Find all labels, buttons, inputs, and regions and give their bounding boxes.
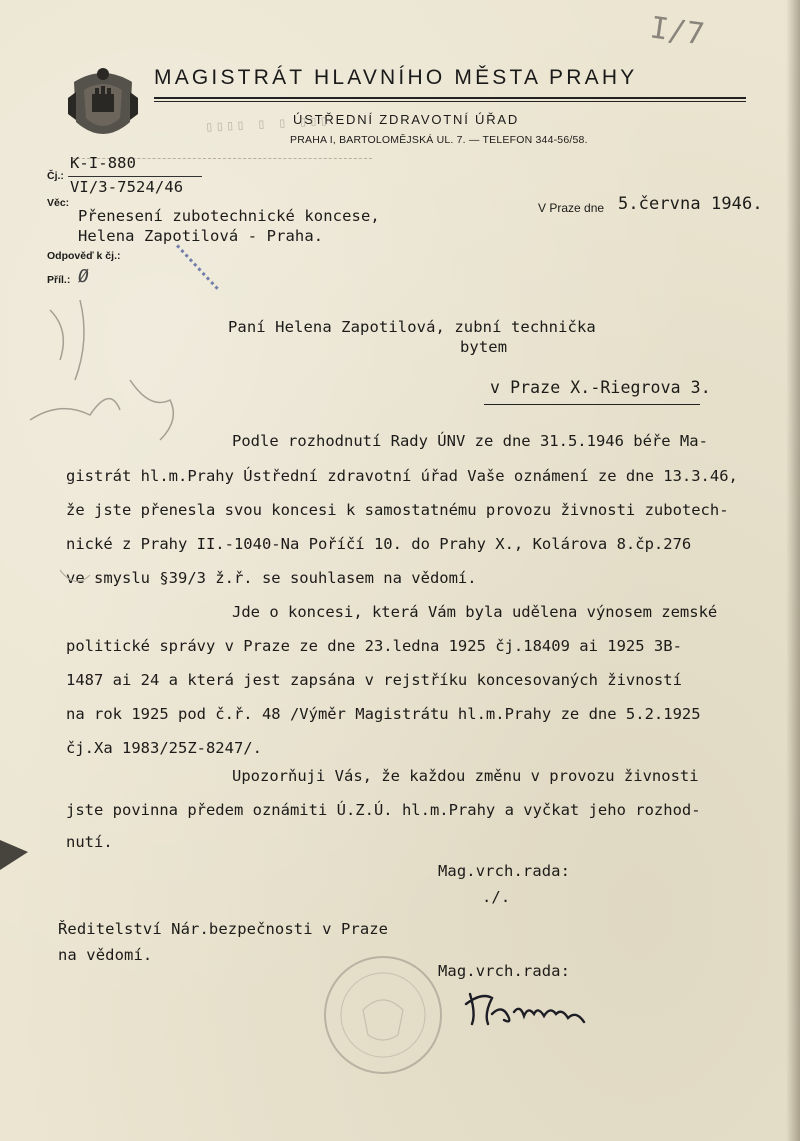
reference-underline <box>68 176 202 177</box>
reply-reference-label: Odpověď k čj.: <box>47 250 121 262</box>
header-rule-bottom <box>154 101 746 102</box>
place-date-label: V Praze dne <box>538 201 605 215</box>
office-name: ÚSTŘEDNÍ ZDRAVOTNÍ ÚŘAD <box>293 112 520 127</box>
signature-omitted-mark: ./. <box>482 888 511 906</box>
body-line-1: Podle rozhodnutí Rady ÚNV ze dne 31.5.1946 béře Ma- <box>232 432 708 450</box>
reference-number-2: VI/3-7524/46 <box>70 178 184 196</box>
addressee-line-3: v Praze X.-Riegrova 3. <box>490 378 711 397</box>
page-edge-shadow <box>786 0 800 1141</box>
enclosure-value: Ø <box>78 266 89 287</box>
body-line-6: Jde o koncesi, která Vám byla udělena výnosem zemské <box>232 603 718 621</box>
handwritten-signature <box>462 984 592 1032</box>
pencil-margin-notes <box>20 290 190 620</box>
faint-received-stamp: ▯▯▯▯ ▯ ▯ ▯▯▯ <box>204 112 331 136</box>
body-line-4: nické z Prahy II.-1040-Na Poříčí 10. do Prahy X., Kolárova 8.čp.276 <box>66 535 692 553</box>
body-line-5: ve smyslu §39/3 ž.ř. se souhlasem na vědomí. <box>66 569 477 587</box>
enclosure-label: Příl.: <box>47 274 71 286</box>
prague-coat-of-arms-icon <box>64 62 142 146</box>
torn-edge-mark <box>0 840 28 870</box>
body-line-11: Upozorňuji Vás, že každou změnu v provozu živnosti <box>232 767 699 785</box>
body-line-8: 1487 ai 24 a která jest zapsána v rejstříku koncesovaných živností <box>66 671 682 689</box>
addressee-underline <box>484 404 700 405</box>
subject-label: Věc: <box>47 197 70 209</box>
round-official-seal <box>318 950 448 1080</box>
body-line-2: gistrát hl.m.Prahy Ústřední zdravotní úřad Vaše oznámení ze dne 13.3.46, <box>66 467 738 485</box>
office-address: PRAHA I, BARTOLOMĚJSKÁ UL. 7. — TELEFON 344-56/58. <box>290 134 588 146</box>
organization-title: MAGISTRÁT HLAVNÍHO MĚSTA PRAHY <box>154 66 638 89</box>
subject-line-2: Helena Zapotilová - Praha. <box>78 227 324 245</box>
body-line-10: čj.Xa 1983/25Z-8247/. <box>66 739 262 757</box>
blue-routing-stamp: ▪▪▪▪▪▪▪▪▪▪ <box>171 240 225 296</box>
body-line-9: na rok 1925 pod č.ř. 48 /Výměr Magistrátu hl.m.Prahy ze dne 5.2.1925 <box>66 705 701 723</box>
cc-line-1: Ředitelství Nár.bezpečnosti v Praze <box>58 920 389 938</box>
cc-line-2: na vědomí. <box>58 946 153 964</box>
body-line-7: politické správy v Praze ze dne 23.ledna 1925 čj.18409 ai 1925 3B- <box>66 637 682 655</box>
document-date: 5.června 1946. <box>618 194 763 214</box>
body-line-3: že jste přenesla svou koncesi k samostatnému provozu živnosti zubotech- <box>66 501 729 519</box>
signatory-title-1: Mag.vrch.rada: <box>438 862 571 880</box>
corner-filing-note: I/7 <box>647 10 707 53</box>
header-rule-top <box>154 97 746 99</box>
body-line-13: nutí. <box>66 833 113 851</box>
reference-number-1: K-I-880 <box>70 154 137 172</box>
signatory-title-2: Mag.vrch.rada: <box>438 962 571 980</box>
subject-line-1: Přenesení zubotechnické koncese, <box>78 207 380 225</box>
addressee-line-1: Paní Helena Zapotilová, zubní technička <box>228 318 596 336</box>
reference-label: Čj.: <box>47 170 64 182</box>
body-line-12: jste povinna předem oznámiti Ú.Z.Ú. hl.m.Prahy a vyčkat jeho rozhod- <box>66 801 701 819</box>
addressee-line-2: bytem <box>460 338 508 356</box>
